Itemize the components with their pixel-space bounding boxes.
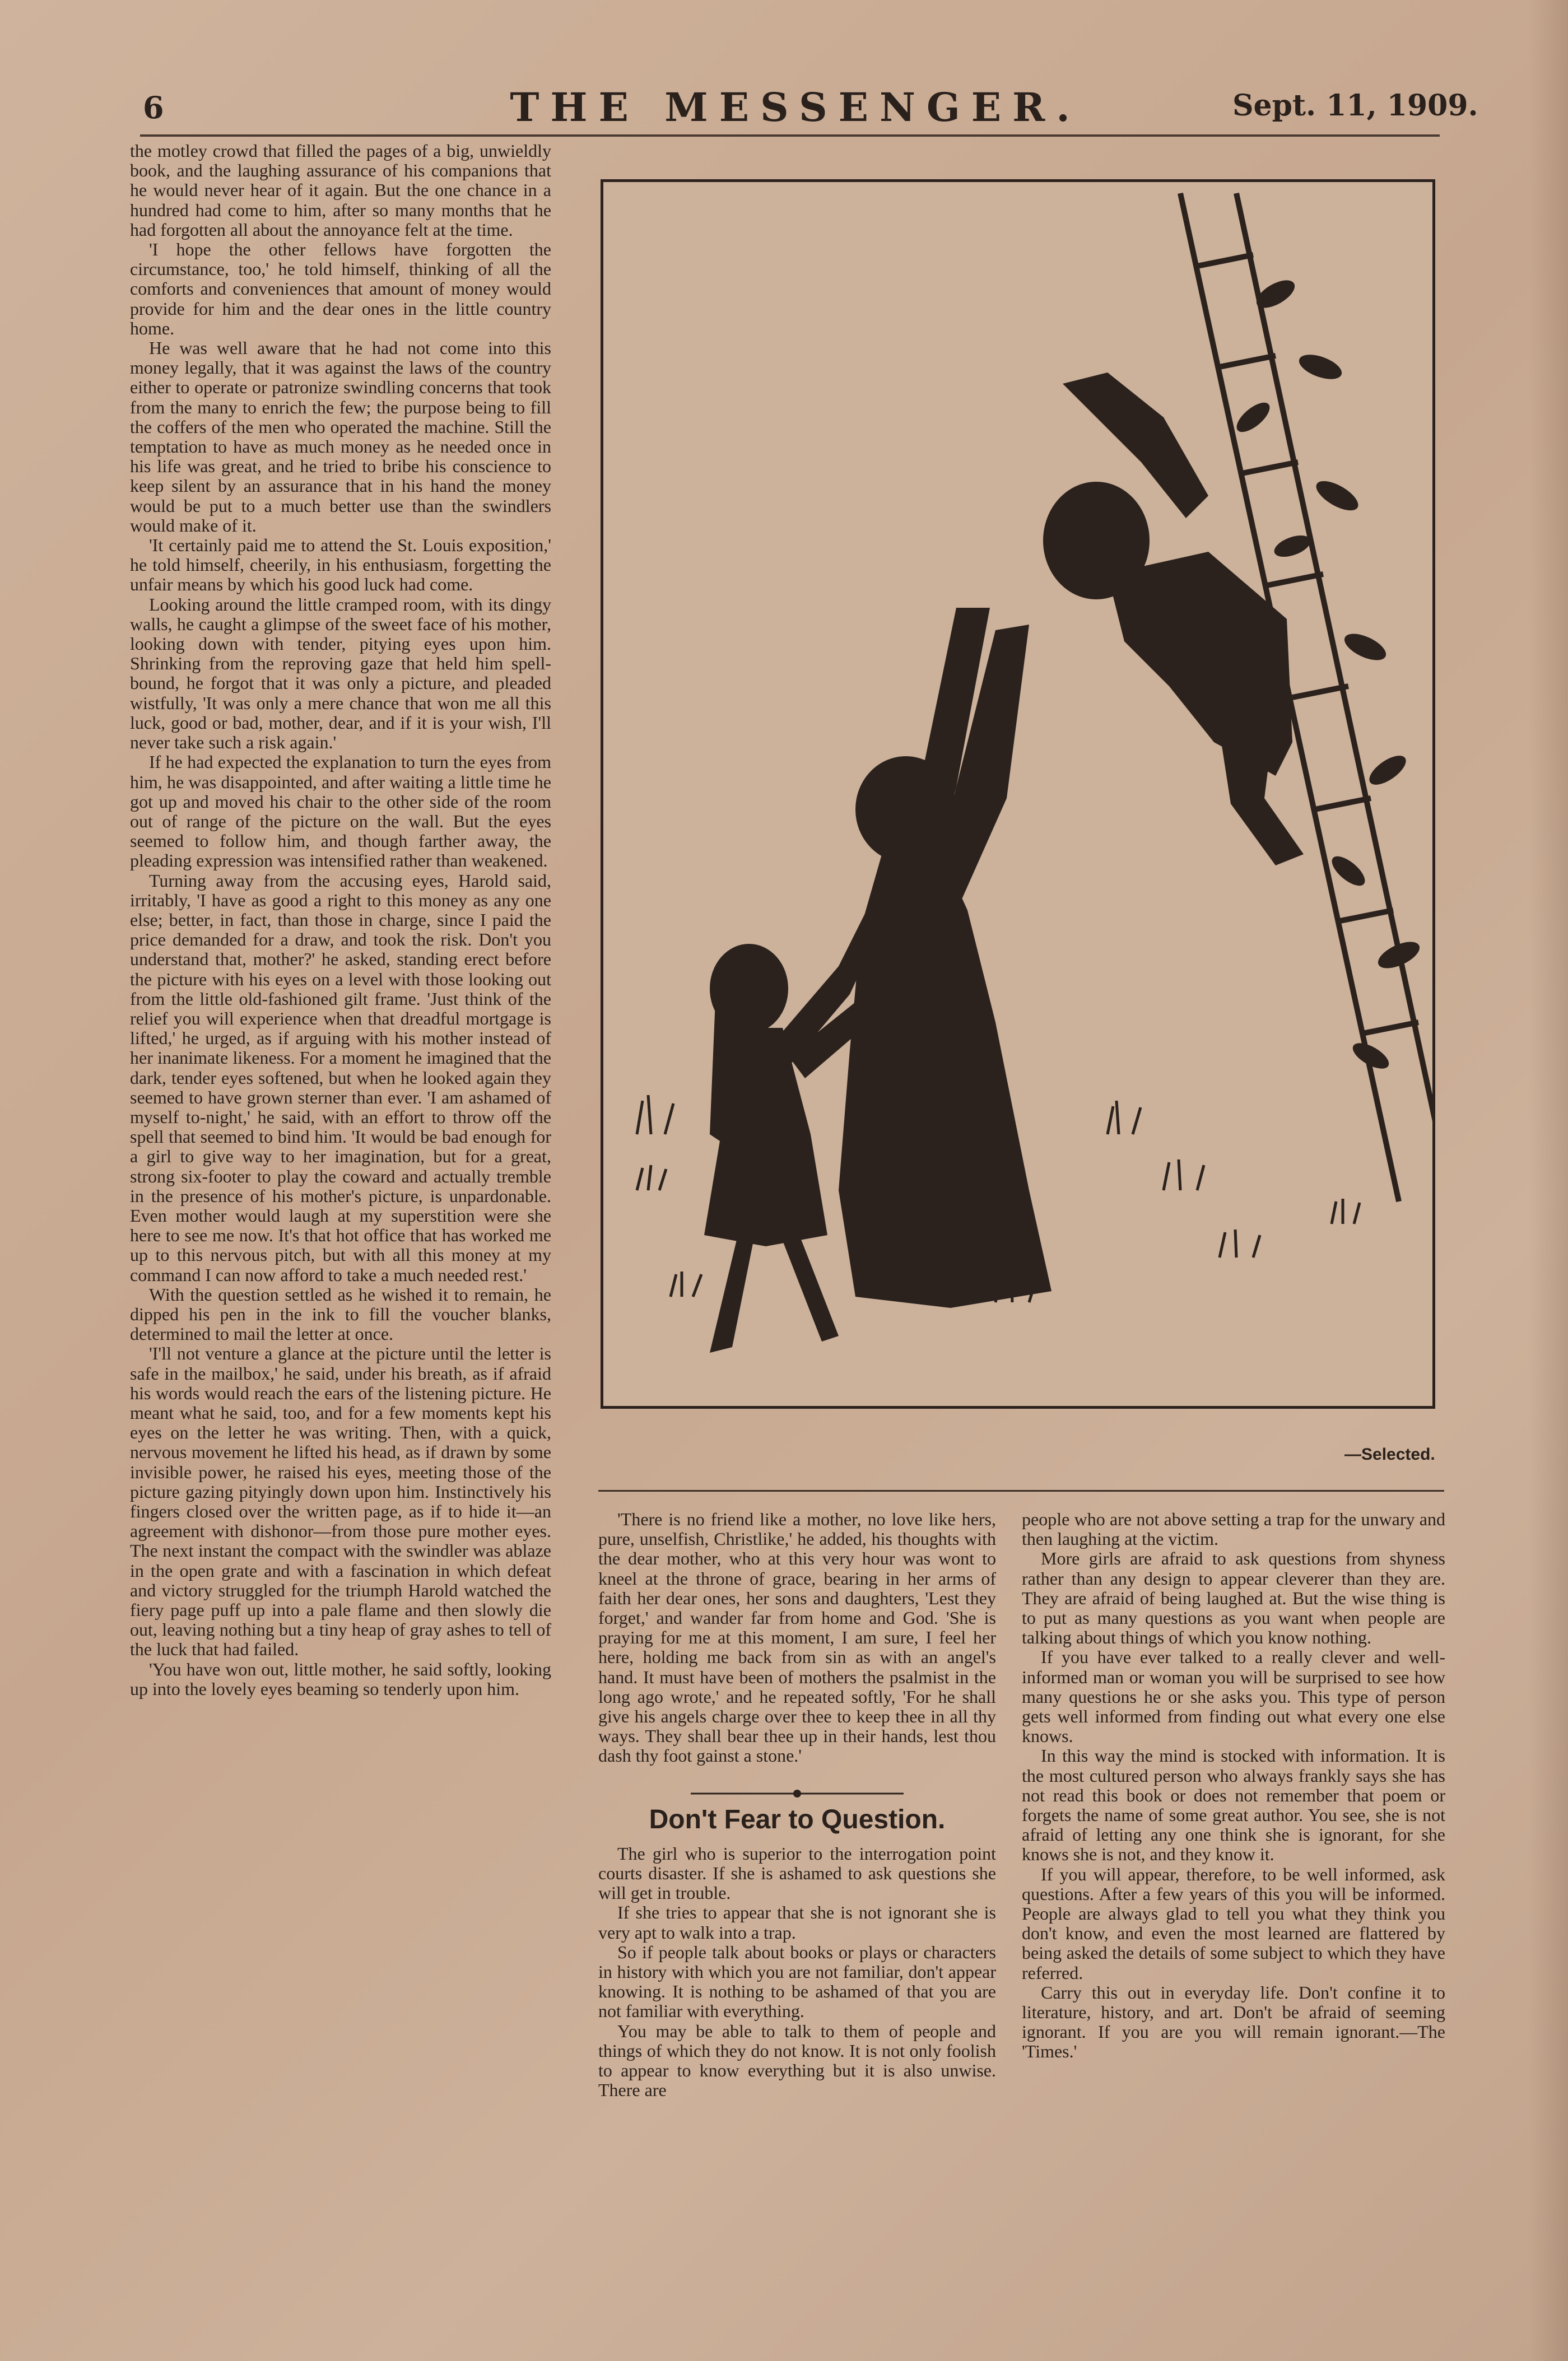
paragraph: He was well aware that he had not come into this money legally, that it was against the laws of the country either to operate or patronize swindling concerns that took from the many to enrich the few; the purpose being to fill the coffers of the men who operated the machine. Still the temptation to have as much money as he needed once in his life was great, and he tried to bribe his conscience to keep silent by an assurance that in his hand the money would be put to a much better use than the swindlers would make of it. [130,338,551,535]
header-rule [140,134,1440,137]
page-header [0,84,1568,129]
paragraph: With the question settled as he wished it to remain, he dipped his pen in the ink to fill the voucher blanks, determined to mail the letter at once. [130,1284,551,1344]
paragraph: 'I hope the other fellows have forgotten the circumstance, too,' he told himself, thinking of all the comforts and conveniences that amount of money would provide for him and the dear ones in the little country home. [130,239,551,338]
paragraph: More girls are afraid to ask questions from shyness rather than any design to appear cleverer than they are. They are afraid of being laughed at. But the wise thing is to put as many questions as you want when people are talking about things of which you know nothing. [1022,1548,1445,1648]
paragraph: In this way the mind is stocked with information. It is the most cultured person who always frankly says she has not read this book or does not remember that poem or forgets the name of some great author. You see, she is not afraid of letting any one think she is ignorant, for she knows she is not, and they know it. [1022,1745,1445,1865]
paragraph: 'There is no friend like a mother, no love like hers, pure, unselfish, Christlike,' he added, his thoughts with the dear mother, who at this very hour was wont to kneel at the throne of grace, bearing in her arms of faith her dear ones, her sons and daughters, 'Lest they forget,' and wander far from home and God. 'She is praying for me at this moment, I am sure, I feel her here, holding me back from sin as with an angel's hand. It must have been of mothers the psalmist in the long ago wrote,' and he repeated softly, 'For he shall give his angels charge over thee to keep thee in all thy ways. They shall bear thee up in their hands, lest thou dash thy foot gainst a stone.' [598,1510,996,1766]
illustration-credit: —Selected. [1344,1445,1435,1464]
paragraph: If you will appear, therefore, to be well informed, ask questions. After a few years of this you will be informed. People are always glad to tell you what they think you don't know, and even the most learned are flattered by being asked the details of some subject to which they have referred. [1022,1864,1445,1983]
article-heading: Don't Fear to Question. [649,1804,946,1834]
paragraph: Turning away from the accusing eyes, Harold said, irritably, 'I have as good a right to this money as any one else; better, in fact, than those in charge, since I paid the price demanded for a draw, and took the risk. Don't you understand that, mother?' he asked, standing erect before the picture with his eyes on a level with those looking out from the little old-fashioned gilt frame. 'Just think of the relief you will experience when that dreadful mortgage is lifted,' he urged, as if arguing with his mother instead of her inanimate likeness. For a moment he imagined that the dark, tender eyes softened, but when he looked again they seemed to have grown sterner than ever. 'I am ashamed of myself to-night,' he said, with an effort to throw off the spell that seemed to bind him. 'It would be bad enough for a girl to give way to her imagination, but for a great, strong six-footer to play the coward and actually tremble in the presence of his mother's picture, is unpardonable. Even mother would laugh at my superstition were she here to see me now. It's that hot office that has worked me up to this nervous pitch, but with all this money at my command I can now afford to take a much needed rest.' [130,870,551,1285]
boy-on-ladder-silhouette [1043,372,1304,865]
paragraph: The girl who is superior to the interrogation point courts disaster. If she is ashamed to ask questions she will get in trouble. [598,1843,996,1903]
paragraph: So if people talk about books or plays or characters in history with which you are not familiar, don't appear knowing. It is nothing to be ashamed of that you are not familiar with everything. [598,1941,996,2022]
paragraph: people who are not above setting a trap for the unwary and then laughing at the victim. [1022,1510,1445,1549]
paragraph: 'It certainly paid me to attend the St. Louis exposition,' he told himself, cheerily, in his enthusiasm, forgetting the unfair means by which his good luck had come. [130,535,551,595]
article-heading-block [598,1789,996,1834]
paragraph: You may be able to talk to them of people and things of which they do not know. It is not only foolish to appear to know everything but it is also unwise. There are [598,2020,996,2101]
paragraph: the motley crowd that filled the pages of a big, unwieldly book, and the laughing assurance of his companions that he would never hear of it again. But the one chance in a hundred had come to him, after so many months that he had forgotten all about the annoyance felt at the time. [130,141,551,240]
paragraph: Looking around the little cramped room, with its dingy walls, he caught a glimpse of the sweet face of his mother, looking down with tender, pitying eyes upon him. Shrinking from the reproving gaze that held him spell-bound, he forgot that it was only a picture, and pleaded wistfully, 'It was only a mere chance that won me all this luck, good or bad, mother, dear, and if it is your wish, I'll never take such a risk again.' [130,594,551,753]
paragraph: 'You have won out, little mother, he said softly, looking up into the lovely eyes beaming so tenderly upon him. [130,1659,551,1699]
page-edge-shadow [1529,0,1568,2361]
paragraph: If you have ever talked to a really clever and well-informed man or woman you will be surprised to see how many questions he or she asks you. This type of person gets well informed from finding out what every one else knows. [1022,1647,1445,1747]
issue-date: Sept. 11, 1909. [1232,89,1478,123]
masthead-title: THE MESSENGER. [510,84,1081,131]
column-right [1022,1510,1445,2204]
silhouette-illustration [601,179,1435,1409]
column-left [130,141,551,2208]
paragraph: If she tries to appear that she is not ignorant she is very apt to walk into a trap. [598,1902,996,1943]
section-divider [598,1490,1444,1492]
page-number: 6 [143,90,164,125]
paragraph: 'I'll not venture a glance at the picture until the letter is safe in the mailbox,' he said, under his breath, as if afraid his words would reach the ears of the listening picture. He meant what he said, too, and for a few moments kept his eyes on the letter he was writing. Then, with a quick, nervous movement he lifted his head, as if drawn by some invisible power, he raised his eyes, meeting those of the picture gazing pityingly down upon him. Instinctively his fingers closed over the written page, as if to hide it—an agreement with dishonor—from those pure mother eyes. The next instant the compact with the swindler was ablaze in the open grate and with a fascination in which defeat and victory struggled for the triumph Harold watched the fiery page puff up into a pale flame and then slowly die out, leaving nothing but a tiny heap of gray ashes to tell of the luck that had failed. [130,1343,551,1660]
paragraph: If he had expected the explanation to turn the eyes from him, he was disappointed, and after waiting a little time he got up and moved his chair to the other side of the room out of range of the picture on the wall. But the eyes seemed to follow him, and though farther away, the pleading expression was intensified rather than weakened. [130,752,551,871]
silhouette-image [603,182,1432,1406]
ornament-rule-icon [691,1789,904,1799]
mother-silhouette [839,608,1051,1308]
paragraph: Carry this out in everyday life. Don't confine it to literature, history, and art. Don't be afraid of seeming ignorant. If you are you will remain ignorant.—The 'Times.' [1022,1982,1445,2062]
column-middle [598,1510,996,2204]
